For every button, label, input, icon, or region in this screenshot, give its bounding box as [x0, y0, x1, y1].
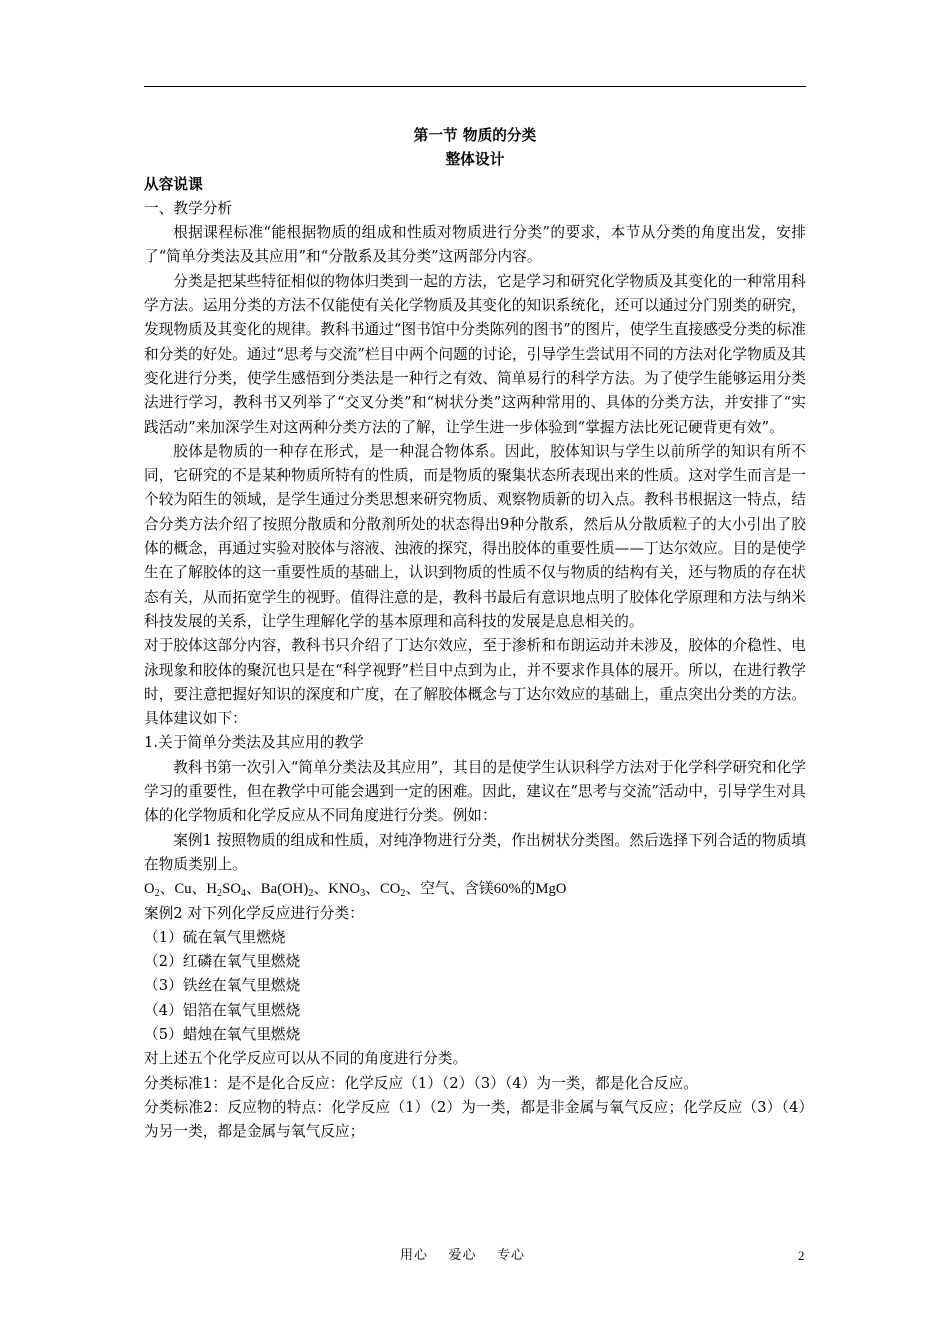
paragraph-5: 教科书第一次引入“简单分类法及其应用”，其目的是使学生认识科学方法对于化学科学研究和化学学习的重要性，但在教学中可能会遇到一定的困难。因此，建议在“思考与交流”活动中，引导学生对具体的化学物质和化学反应从不同角度进行分类。例如：	[144, 758, 806, 825]
formula-tail: 、空气、含镁60%的MgO	[405, 881, 567, 898]
heading-congrong: 从容说课	[144, 175, 203, 193]
classification-standard-1: 分类标准1：是不是化合反应：化学反应（1）（2）（3）（4）为一类，都是化合反应。	[144, 1074, 699, 1092]
paragraph-3: 胶体是物质的一种存在形式，是一种混合物体系。因此，胶体知识与学生以前所学的知识有所不同，它研究的不是某种物质所特有的性质，而是物质的聚集状态所表现出来的性质。这对学生而言是一个较为陌生的领域，是学生通过分类思想来研究物质、观察物质新的切入点。教科书根据这一特点，结合分类方法介绍了按照分散质和分散剂所处的状态得出9种分散系，然后从分散质粒子的大小引出了胶体的概念，再通过实验对胶体与溶液、浊液的探究，得出胶体的重要性质——丁达尔效应。目的是使学生在了解胶体的这一重要性质的基础上，认识到物质的性质不仅与物质的结构有关，还与物质的存在状态有关，从而拓宽学生的视野。值得注意的是，教科书最后有意识地点明了胶体化学原理和方法与纳米科技发展的关系，让学生理解化学的基本原理和高科技的发展是息息相关的。	[144, 442, 806, 630]
formula-baoh: 、Ba(OH)	[246, 881, 309, 898]
formula-cu: 、Cu、H	[159, 881, 218, 898]
classification-standard-2: 分类标准2：反应物的特点：化学反应（1）（2）为一类，都是非金属与氧气反应；化学反应（3）（4）为另一类，都是金属与氧气反应；	[144, 1098, 806, 1141]
paragraph-4: 对于胶体这部分内容，教科书只介绍了丁达尔效应，至于渗析和布朗运动并未涉及，胶体的介稳性、电泳现象和胶体的聚沉也只是在“科学视野”栏目中点到为止，并不要求作具体的展开。所以，在进行教学时，要注意把握好知识的深度和广度，在了解胶体概念与丁达尔效应的基础上，重点突出分类的方法。具体建议如下：	[144, 637, 806, 728]
formula-kno-sub: 3	[360, 888, 366, 900]
formula-o-sub: 2	[154, 888, 160, 900]
formula-co: 、CO	[365, 881, 401, 898]
case-2-summary: 对上述五个化学反应可以从不同的角度进行分类。	[144, 1050, 468, 1068]
formula-o: O	[144, 881, 155, 898]
case-2-item-3: （3）铁丝在氧气里燃烧	[144, 977, 301, 995]
formula-kno: 、KNO	[313, 881, 361, 898]
section-title: 第一节 物质的分类	[413, 127, 537, 144]
footer-motto: 用心 爱心 专心	[400, 1248, 526, 1263]
formula-line	[144, 877, 806, 901]
paragraph-1: 根据课程标准“能根据物质的组成和性质对物质进行分类”的要求，本节从分类的角度出发，安排了“简单分类法及其应用”和“分散系及其分类”这两部分内容。	[144, 224, 806, 266]
page-number: 2	[798, 1248, 805, 1263]
paragraph-2: 分类是把某些特征相似的物体归类到一起的方法，它是学习和研究化学物质及其变化的一种常用科学方法。运用分类的方法不仅能使有关化学物质及其变化的知识系统化，还可以通过分门别类的研究，发现物质及其变化的规律。教科书通过“图书馆中分类陈列的图书”的图片，使学生直接感受分类的标准和分类的好处。通过“思考与交流”栏目中两个问题的讨论，引导学生尝试用不同的方法对化学物质及其变化进行分类，使学生感悟到分类法是一种行之有效、简单易行的科学方法。为了使学生能够运用分类法进行学习，教科书又列举了“交叉分类”和“树状分类”这两种常用的、具体的分类方法，并安排了“实践活动”来加深学生对这两种分类方法的了解，让学生进一步体验到“掌握方法比死记硬背更有效”。	[144, 272, 806, 436]
list-item-1: 1.关于简单分类法及其应用的教学	[144, 734, 364, 752]
case-2-item-2: （2）红磷在氧气里燃烧	[144, 953, 301, 971]
formula-baoh-sub: 2	[308, 888, 314, 900]
case-2-item-1: （1）硫在氧气里燃烧	[144, 928, 286, 946]
subheading-analysis: 一、教学分析	[144, 199, 233, 217]
formula-h-sub: 2	[217, 888, 223, 900]
case-2-title: 案例2 对下列化学反应进行分类：	[144, 904, 364, 922]
case-1: 案例1 按照物质的组成和性质，对纯净物进行分类，作出树状分类图。然后选择下列合适的物质填在物质类别上。	[144, 831, 806, 873]
case-2-item-5: （5）蜡烛在氧气里燃烧	[144, 1025, 301, 1043]
formula-so-sub: 4	[240, 888, 247, 900]
section-subtitle: 整体设计	[445, 151, 505, 169]
formula-so: SO	[222, 881, 241, 898]
document-body	[144, 124, 806, 1144]
header-rule	[144, 86, 806, 87]
formula-co-sub: 2	[400, 888, 406, 900]
case-2-item-4: （4）铝箔在氧气里燃烧	[144, 1001, 301, 1019]
